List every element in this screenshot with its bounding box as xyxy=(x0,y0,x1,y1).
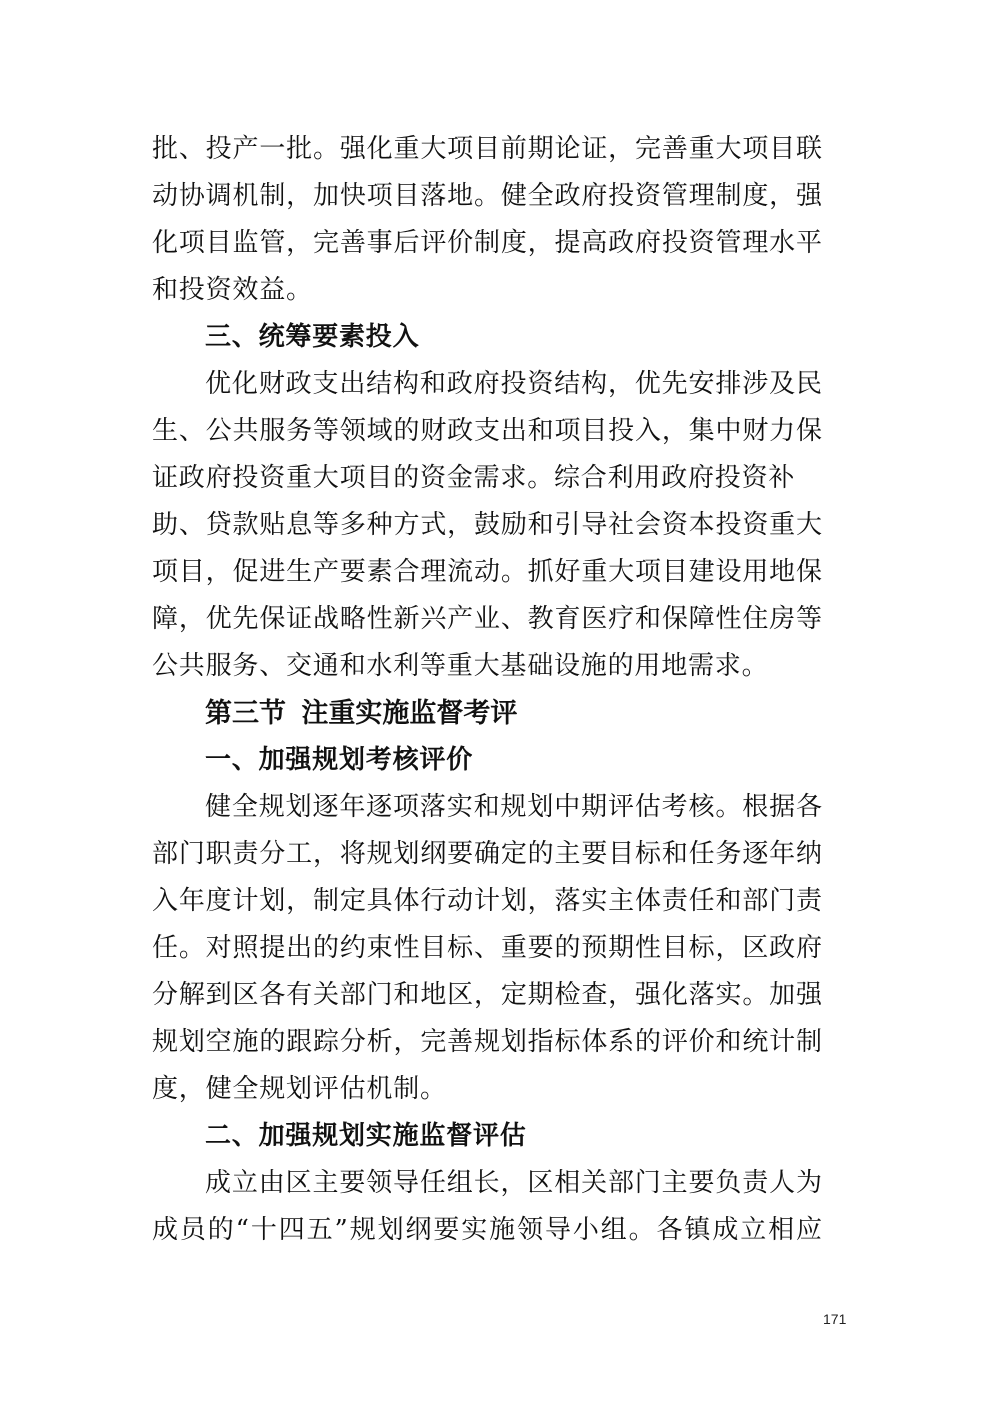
text-line: 入年度计划，制定具体行动计划，落实主体责任和部门责 xyxy=(152,886,822,916)
text-line: 分解到区各有关部门和地区，定期检查，强化落实。加强 xyxy=(152,980,822,1010)
text-line: 任。对照提出的约束性目标、重要的预期性目标，区政府 xyxy=(152,933,822,963)
text-line: 度，健全规划评估机制。 xyxy=(152,1074,447,1104)
text-line: 规划空施的跟踪分析，完善规划指标体系的评价和统计制 xyxy=(152,1027,822,1057)
text-line: 成立由区主要领导任组长，区相关部门主要负责人为 xyxy=(205,1168,822,1198)
text-line: 助、贷款贴息等多种方式，鼓励和引导社会资本投资重大 xyxy=(152,510,822,540)
text-line: 优化财政支出结构和政府投资结构，优先安排涉及民 xyxy=(205,369,822,399)
text-line: 和投资效益。 xyxy=(152,275,313,305)
subheading-factor-inputs: 三、统筹要素投入 xyxy=(205,322,420,352)
subheading-supervision: 二、加强规划实施监督评估 xyxy=(205,1121,527,1151)
text-line: 部门职责分工，将规划纲要确定的主要目标和任务逐年纳 xyxy=(152,839,822,869)
text-line: 化项目监管，完善事后评价制度，提高政府投资管理水平 xyxy=(152,228,822,258)
text-line: 证政府投资重大项目的资金需求。综合利用政府投资补 xyxy=(152,463,796,493)
text-line: 项目，促进生产要素合理流动。抓好重大项目建设用地保 xyxy=(152,557,822,587)
text-line: 动协调机制，加快项目落地。健全政府投资管理制度，强 xyxy=(152,181,822,211)
text-line: 批、投产一批。强化重大项目前期论证，完善重大项目联 xyxy=(152,134,822,164)
paragraph xyxy=(152,1160,822,1254)
page-number: 171 xyxy=(823,1311,847,1327)
text-line: 生、公共服务等领域的财政支出和项目投入，集中财力保 xyxy=(152,416,822,446)
text-line: 成员的“十四五”规划纲要实施领导小组。各镇成立相应 xyxy=(152,1215,822,1245)
section-title: 第三节 注重实施监督考评 xyxy=(205,698,518,729)
text-line: 公共服务、交通和水利等重大基础设施的用地需求。 xyxy=(152,651,769,681)
text-line: 障，优先保证战略性新兴产业、教育医疗和保障性住房等 xyxy=(152,604,822,634)
paragraph xyxy=(152,361,822,690)
text-line: 健全规划逐年逐项落实和规划中期评估考核。根据各 xyxy=(205,792,822,822)
document-body xyxy=(152,126,822,1254)
subheading-assessment: 一、加强规划考核评价 xyxy=(205,745,474,775)
paragraph-continuation xyxy=(152,126,822,314)
paragraph xyxy=(152,784,822,1113)
